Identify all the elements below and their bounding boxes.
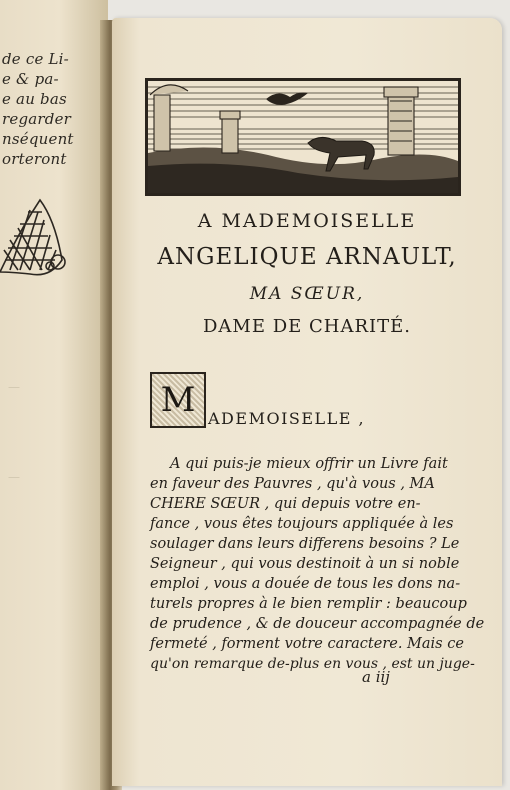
signature-mark: a iij bbox=[362, 668, 390, 686]
left-page-line: e au bas bbox=[2, 90, 67, 108]
woodcut-vignette bbox=[145, 78, 461, 196]
left-page-line: e & pa- bbox=[2, 70, 59, 88]
left-page bbox=[0, 0, 108, 790]
tailpiece-ornament-icon bbox=[0, 190, 70, 280]
bleed-through-text: — bbox=[8, 470, 20, 484]
body-line: qu'on remarque de-plus en vous , est un juge- bbox=[150, 656, 475, 672]
dedication-name: ANGELIQUE ARNAULT, bbox=[157, 244, 457, 270]
body-line: CHERE SŒUR , qui depuis votre en- bbox=[150, 496, 421, 512]
dedication-title: DAME DE CHARITÉ. bbox=[202, 316, 411, 337]
body-line: soulager dans leurs differens besoins ? Le bbox=[150, 536, 460, 552]
body-line: fance , vous êtes toujours appliquée à les bbox=[150, 516, 454, 532]
body-line: fermeté , forment votre caractere. Mais ce bbox=[150, 636, 464, 652]
salutation: ADEMOISELLE , bbox=[208, 409, 366, 428]
left-page-line: orteront bbox=[2, 150, 67, 168]
dedication-line-1: A MADEMOISELLE bbox=[197, 210, 417, 232]
dedication-relation: MA SŒUR, bbox=[249, 284, 365, 304]
body-line: de prudence , & de douceur accompagnée de bbox=[150, 616, 485, 632]
body-line: emploi , vous a douée de tous les dons na- bbox=[150, 576, 461, 592]
landscape-engraving-icon bbox=[148, 81, 458, 193]
body-line: en faveur des Pauvres , qu'à vous , MA bbox=[150, 476, 435, 492]
left-page-line: nséquent bbox=[2, 130, 74, 148]
right-page bbox=[112, 18, 502, 786]
left-page-line: regarder bbox=[2, 110, 72, 128]
body-line: A qui puis-je mieux offrir un Livre fait bbox=[170, 456, 448, 472]
body-line: turels propres à le bien remplir : beaucoup bbox=[150, 596, 467, 612]
left-page-line: de ce Li- bbox=[2, 50, 69, 68]
body-line: Seigneur , qui vous destinoit à un si noble bbox=[150, 556, 460, 572]
bleed-through-text: — bbox=[8, 380, 20, 394]
decorated-initial: M bbox=[150, 372, 206, 428]
